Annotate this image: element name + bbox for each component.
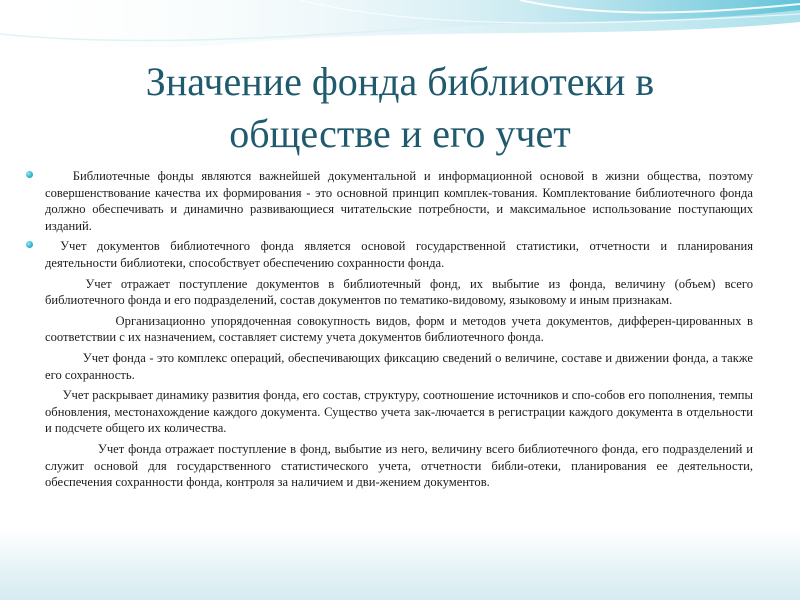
paragraph	[45, 276, 753, 309]
paragraph-text: Библиотечные фонды являются важнейшей документальной и информационной основой в жизни общества, поэтому совершенствование качества их формирования - это основной принцип комплек-тования. Комплектование библиотечного фонда должно обеспечивать и динамично развивающиеся читательские потребности, и максимальное использование поступающих изданий.	[45, 169, 753, 233]
paragraph-text: Учет раскрывает динамику развития фонда, его состав, структуру, соотношение источников и спо-собов его пополнения, темпы обновления, местонахождение каждого документа. Существо учета зак-лючается в регистрации каждого документа в отдельности и подсчете общего их количества.	[45, 388, 753, 436]
bullet-dot-icon	[26, 241, 33, 248]
paragraph-text: Учет документов библиотечного фонда является основой государственной статистики, отчетности и планирования деятельности библиотеки, способствует обеспечению сохранности фонда.	[45, 239, 753, 270]
paragraph	[45, 238, 753, 271]
paragraph	[45, 350, 753, 383]
paragraph	[45, 313, 753, 346]
paragraph	[45, 168, 753, 234]
slide-body	[45, 168, 753, 495]
paragraph-text: Организационно упорядоченная совокупность видов, форм и методов учета документов, дифферен-цированных в соответствии с их назначением, составляет систему учета документов библиотечного фонда.	[45, 313, 753, 345]
decorative-bottom-gradient	[0, 530, 800, 600]
paragraph-text: Учет отражает поступление документов в библиотечный фонд, их выбытие из фонда, величину (объем) всего библиотечного фонда и его подразделений, состав документов по тематико-видовому, языковому и иным признакам.	[45, 276, 753, 308]
slide-title	[60, 56, 740, 160]
bullet-dot-icon	[26, 171, 33, 178]
paragraph	[45, 387, 753, 437]
slide-title-line: Значение фонда библиотеки в	[145, 59, 655, 104]
paragraph-text: Учет фонда отражает поступление в фонд, выбытие из него, величину всего библиотечного фонда, его подразделений и служит основой для государственного статистического учета, отчетности библи-отеки, планирования ее деятельности, обеспечения сохранности фонда, контроля за наличием и дви-жением документов.	[45, 441, 753, 490]
paragraph	[45, 441, 753, 491]
paragraph-text: Учет фонда - это комплекс операций, обеспечивающих фиксацию сведений о величине, составе и движении фонда, а также его сохранность.	[45, 350, 753, 382]
slide-title-line: обществе и его учет	[229, 111, 571, 156]
